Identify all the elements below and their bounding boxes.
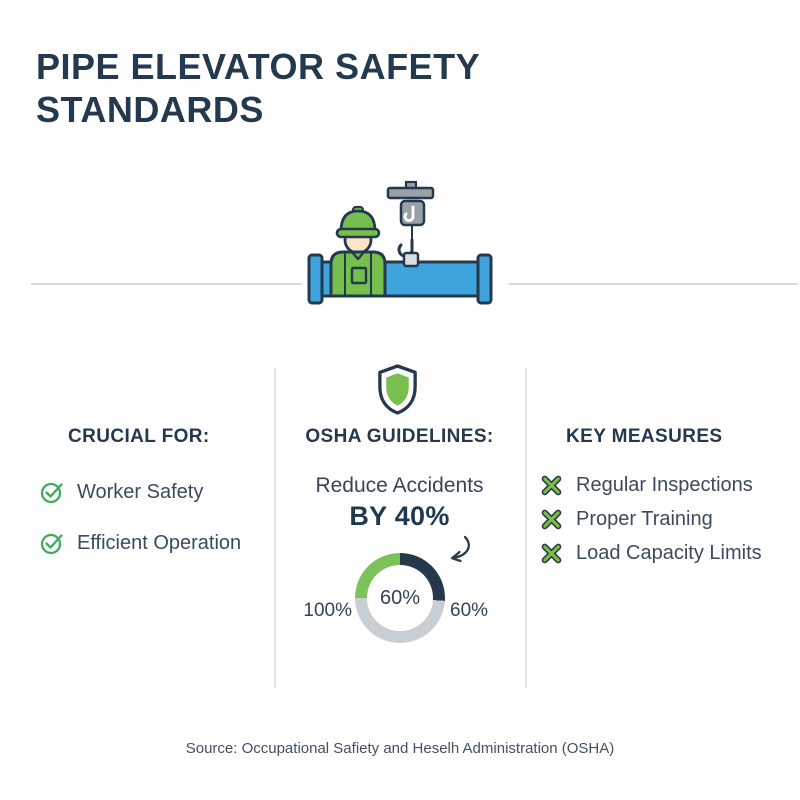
horizontal-rule-right: [509, 283, 798, 285]
crane-hook-graphic: [388, 182, 433, 266]
stat-intro-text: Reduce Accidents: [315, 474, 484, 497]
list-item-label: Worker Safety: [77, 480, 204, 503]
crossed-tools-icon: [540, 508, 563, 531]
worker-graphic: [331, 207, 385, 296]
list-item: [40, 531, 241, 555]
crossed-tools-icon: [540, 542, 563, 565]
crucial-for-header: CRUCIAL FOR:: [68, 426, 210, 447]
horizontal-rule-left: [31, 283, 302, 285]
column-divider-right: [525, 368, 527, 688]
list-item: [540, 542, 762, 565]
key-measures-header: KEY MEASURES: [566, 426, 723, 447]
stat-value-text: BY 40%: [349, 501, 450, 531]
list-item: [540, 474, 753, 497]
curved-arrow-icon: [438, 534, 476, 570]
shield-icon: [374, 364, 421, 415]
donut-left-label: 100%: [303, 600, 352, 621]
list-item-label: Proper Training: [576, 508, 713, 530]
source-text: Source: Occupational Safiety and Heselh Administration (OSHA): [185, 740, 615, 757]
donut-right-label: 60%: [450, 600, 489, 621]
crossed-tools-icon: [540, 474, 563, 497]
list-item-label: Load Capacity Limits: [576, 542, 762, 564]
list-item-label: Regular Inspections: [576, 474, 753, 496]
list-item: [40, 480, 203, 504]
check-circle-icon: [40, 531, 64, 555]
donut-hole: [367, 565, 433, 631]
page-title: PIPE ELEVATOR SAFETY STANDARDS: [36, 46, 480, 130]
accident-donut-chart: [355, 553, 445, 643]
check-circle-icon: [40, 480, 64, 504]
osha-guidelines-header: OSHA GUIDELINES:: [305, 426, 494, 447]
list-item-label: Efficient Operation: [77, 531, 242, 554]
donut-center-label: 60%: [379, 586, 421, 609]
list-item: [540, 508, 713, 531]
pipe-elevator-illustration: [300, 168, 500, 313]
